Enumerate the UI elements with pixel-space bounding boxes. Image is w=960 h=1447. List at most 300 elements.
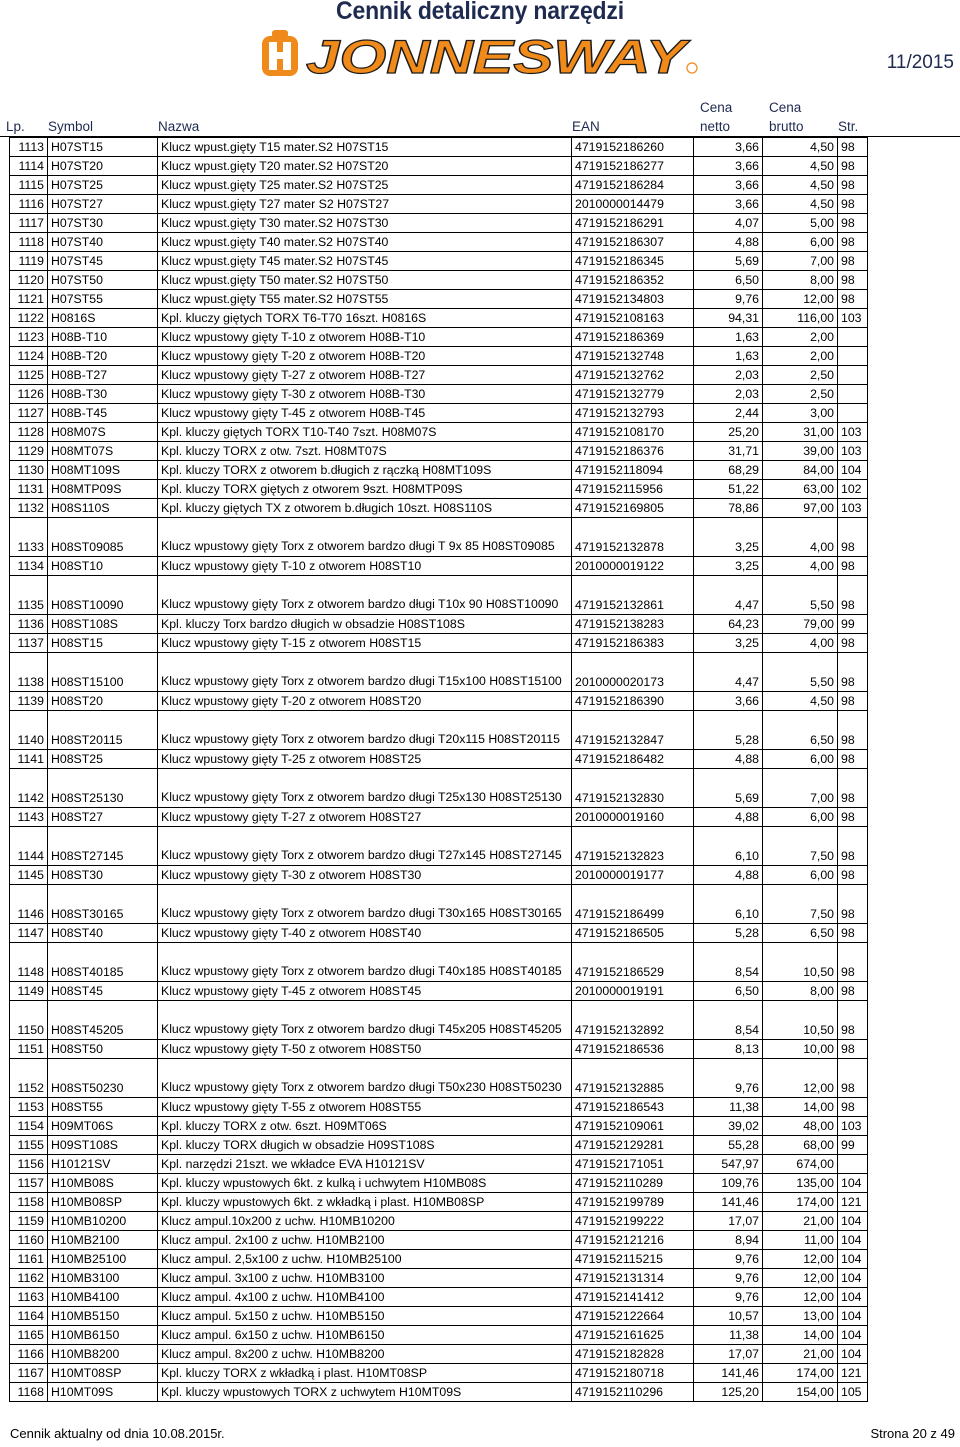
row-ean: 2010000019191 [572, 982, 694, 1001]
row-price-gross: 7,00 [763, 769, 838, 808]
row-page: 103 [838, 1117, 868, 1136]
row-price-net: 3,25 [694, 518, 763, 557]
row-name: Kpl. kluczy giętych TX z otworem b.długich 10szt. H08S110S [158, 499, 572, 518]
row-name: Klucz wpustowy gięty T-10 z otworem H08ST10 [158, 557, 572, 576]
row-name: Klucz wpustowy gięty Torx z otworem bardzo długi T10x 90 H08ST10090 [158, 576, 572, 615]
table-row [10, 827, 868, 866]
logo-wordmark: JONNESWAY [306, 30, 691, 80]
row-page [838, 385, 868, 404]
row-symbol: H08ST30 [48, 866, 158, 885]
document-title: Cennik detaliczny narzędzi [336, 0, 624, 25]
row-page: 103 [838, 442, 868, 461]
row-price-gross: 63,00 [763, 480, 838, 499]
row-symbol: H10MB25100 [48, 1250, 158, 1269]
row-page: 104 [838, 1174, 868, 1193]
row-price-net: 8,54 [694, 1001, 763, 1040]
row-ean: 4719152186291 [572, 214, 694, 233]
row-symbol: H08ST40185 [48, 943, 158, 982]
row-symbol: H08ST45205 [48, 1001, 158, 1040]
row-price-gross: 135,00 [763, 1174, 838, 1193]
row-price-net: 78,86 [694, 499, 763, 518]
row-symbol: H08B-T27 [48, 366, 158, 385]
row-price-net: 31,71 [694, 442, 763, 461]
row-lp: 1133 [10, 518, 48, 557]
row-price-gross: 7,50 [763, 885, 838, 924]
row-name: Kpl. kluczy TORX z wkładką i plast. H10MT08SP [158, 1364, 572, 1383]
row-ean: 4719152132779 [572, 385, 694, 404]
row-page: 104 [838, 1288, 868, 1307]
row-page: 104 [838, 1307, 868, 1326]
row-symbol: H0816S [48, 309, 158, 328]
row-lp: 1165 [10, 1326, 48, 1345]
table-row [10, 233, 868, 252]
row-ean: 4719152115956 [572, 480, 694, 499]
row-lp: 1122 [10, 309, 48, 328]
row-name: Klucz wpustowy gięty T-40 z otworem H08ST40 [158, 924, 572, 943]
row-price-gross: 4,50 [763, 692, 838, 711]
row-price-gross: 6,00 [763, 750, 838, 769]
row-price-gross: 174,00 [763, 1193, 838, 1212]
row-name: Klucz ampul. 3x100 z uchw. H10MB3100 [158, 1269, 572, 1288]
row-price-gross: 174,00 [763, 1364, 838, 1383]
row-price-net: 9,76 [694, 1288, 763, 1307]
table-row [10, 290, 868, 309]
row-name: Klucz ampul. 5x150 z uchw. H10MB5150 [158, 1307, 572, 1326]
row-name: Kpl. kluczy giętych TORX T6-T70 16szt. H0816S [158, 309, 572, 328]
row-price-gross: 4,50 [763, 195, 838, 214]
row-price-net: 17,07 [694, 1212, 763, 1231]
row-ean: 4719152169805 [572, 499, 694, 518]
row-lp: 1151 [10, 1040, 48, 1059]
row-page: 105 [838, 1383, 868, 1402]
col-netto-top: Cena [700, 100, 733, 115]
row-lp: 1118 [10, 233, 48, 252]
row-name: Kpl. kluczy wpustowych 6kt. z wkładką i plast. H10MB08SP [158, 1193, 572, 1212]
row-page: 104 [838, 1231, 868, 1250]
row-name: Klucz wpustowy gięty T-30 z otworem H08B-T30 [158, 385, 572, 404]
row-page: 103 [838, 309, 868, 328]
row-symbol: H09ST108S [48, 1136, 158, 1155]
row-lp: 1114 [10, 157, 48, 176]
row-symbol: H08B-T10 [48, 328, 158, 347]
table-row [10, 1364, 868, 1383]
row-ean: 4719152186390 [572, 692, 694, 711]
row-name: Kpl. kluczy wpustowych TORX z uchwytem H10MT09S [158, 1383, 572, 1402]
row-price-gross: 3,00 [763, 404, 838, 423]
table-row [10, 404, 868, 423]
row-lp: 1154 [10, 1117, 48, 1136]
row-price-net: 6,10 [694, 827, 763, 866]
row-ean: 4719152132823 [572, 827, 694, 866]
row-ean: 4719152182828 [572, 1345, 694, 1364]
row-price-net: 2,03 [694, 385, 763, 404]
table-row [10, 1250, 868, 1269]
row-symbol: H08ST27145 [48, 827, 158, 866]
row-price-gross: 2,00 [763, 347, 838, 366]
row-price-gross: 84,00 [763, 461, 838, 480]
row-ean: 4719152132861 [572, 576, 694, 615]
row-name: Klucz wpustowy gięty T-27 z otworem H08B-T27 [158, 366, 572, 385]
row-price-gross: 12,00 [763, 1059, 838, 1098]
row-page: 98 [838, 157, 868, 176]
row-symbol: H08ST30165 [48, 885, 158, 924]
table-row [10, 866, 868, 885]
row-name: Klucz wpustowy gięty Torx z otworem bardzo długi T45x205 H08ST45205 [158, 1001, 572, 1040]
row-name: Klucz wpustowy gięty T-45 z otworem H08B-T45 [158, 404, 572, 423]
row-name: Klucz ampul. 6x150 z uchw. H10MB6150 [158, 1326, 572, 1345]
row-ean: 4719152186376 [572, 442, 694, 461]
table-row [10, 576, 868, 615]
table-row [10, 750, 868, 769]
row-price-gross: 5,50 [763, 653, 838, 692]
row-symbol: H08MTP09S [48, 480, 158, 499]
row-page: 98 [838, 808, 868, 827]
row-price-gross: 48,00 [763, 1117, 838, 1136]
col-brutto-top: Cena [769, 100, 802, 115]
row-ean: 2010000019177 [572, 866, 694, 885]
row-price-gross: 6,50 [763, 924, 838, 943]
row-page: 98 [838, 885, 868, 924]
row-lp: 1123 [10, 328, 48, 347]
row-symbol: H08B-T30 [48, 385, 158, 404]
row-page [838, 404, 868, 423]
row-price-gross: 12,00 [763, 1288, 838, 1307]
row-symbol: H08ST25 [48, 750, 158, 769]
table-row [10, 138, 868, 157]
table-row [10, 808, 868, 827]
row-page: 98 [838, 176, 868, 195]
row-page: 121 [838, 1193, 868, 1212]
row-price-net: 5,69 [694, 252, 763, 271]
table-row [10, 499, 868, 518]
row-ean: 4719152115215 [572, 1250, 694, 1269]
row-ean: 4719152186529 [572, 943, 694, 982]
row-price-net: 2,44 [694, 404, 763, 423]
row-lp: 1159 [10, 1212, 48, 1231]
row-price-net: 3,66 [694, 176, 763, 195]
row-price-gross: 5,00 [763, 214, 838, 233]
row-price-net: 2,03 [694, 366, 763, 385]
row-ean: 4719152132793 [572, 404, 694, 423]
row-ean: 4719152186345 [572, 252, 694, 271]
row-ean: 4719152186536 [572, 1040, 694, 1059]
table-row [10, 442, 868, 461]
row-ean: 4719152186543 [572, 1098, 694, 1117]
row-page: 98 [838, 769, 868, 808]
row-symbol: H07ST40 [48, 233, 158, 252]
row-lp: 1129 [10, 442, 48, 461]
row-lp: 1143 [10, 808, 48, 827]
row-symbol: H08MT109S [48, 461, 158, 480]
row-price-net: 25,20 [694, 423, 763, 442]
row-name: Klucz wpust.gięty T40 mater.S2 H07ST40 [158, 233, 572, 252]
row-symbol: H10MB8200 [48, 1345, 158, 1364]
row-lp: 1126 [10, 385, 48, 404]
row-price-net: 6,50 [694, 982, 763, 1001]
row-page: 102 [838, 480, 868, 499]
row-page: 103 [838, 499, 868, 518]
table-row [10, 1288, 868, 1307]
row-price-gross: 7,50 [763, 827, 838, 866]
row-price-net: 8,13 [694, 1040, 763, 1059]
row-lp: 1148 [10, 943, 48, 982]
table-row [10, 1212, 868, 1231]
row-name: Klucz wpustowy gięty T-30 z otworem H08ST30 [158, 866, 572, 885]
row-ean: 4719152161625 [572, 1326, 694, 1345]
row-symbol: H10MB5150 [48, 1307, 158, 1326]
row-ean: 4719152141412 [572, 1288, 694, 1307]
row-symbol: H08ST27 [48, 808, 158, 827]
row-name: Kpl. kluczy TORX długich w obsadzie H09ST108S [158, 1136, 572, 1155]
row-page: 98 [838, 692, 868, 711]
page-footer [10, 1426, 955, 1441]
row-symbol: H07ST25 [48, 176, 158, 195]
row-ean: 4719152199789 [572, 1193, 694, 1212]
row-symbol: H10MT09S [48, 1383, 158, 1402]
row-lp: 1149 [10, 982, 48, 1001]
row-price-gross: 8,00 [763, 271, 838, 290]
row-symbol: H08ST108S [48, 615, 158, 634]
row-symbol: H08ST20 [48, 692, 158, 711]
row-price-gross: 4,50 [763, 176, 838, 195]
col-str: Str. [838, 119, 859, 134]
row-price-gross: 5,50 [763, 576, 838, 615]
row-lp: 1145 [10, 866, 48, 885]
row-page: 98 [838, 711, 868, 750]
row-page: 98 [838, 1059, 868, 1098]
row-name: Klucz wpustowy gięty T-55 z otworem H08ST55 [158, 1098, 572, 1117]
row-name: Klucz wpust.gięty T20 mater.S2 H07ST20 [158, 157, 572, 176]
table-row [10, 1059, 868, 1098]
row-price-net: 94,31 [694, 309, 763, 328]
row-page: 98 [838, 557, 868, 576]
row-lp: 1156 [10, 1155, 48, 1174]
table-row [10, 214, 868, 233]
table-row [10, 982, 868, 1001]
table-row [10, 1193, 868, 1212]
row-ean: 4719152132892 [572, 1001, 694, 1040]
row-symbol: H08ST40 [48, 924, 158, 943]
row-page: 98 [838, 943, 868, 982]
row-price-net: 3,25 [694, 634, 763, 653]
row-lp: 1115 [10, 176, 48, 195]
row-lp: 1141 [10, 750, 48, 769]
row-page: 99 [838, 615, 868, 634]
row-lp: 1121 [10, 290, 48, 309]
row-name: Klucz wpustowy gięty T-45 z otworem H08ST45 [158, 982, 572, 1001]
row-ean: 4719152186284 [572, 176, 694, 195]
table-row [10, 157, 868, 176]
row-symbol: H08M07S [48, 423, 158, 442]
table-row [10, 1098, 868, 1117]
row-symbol: H07ST55 [48, 290, 158, 309]
row-ean: 2010000019122 [572, 557, 694, 576]
row-price-gross: 4,00 [763, 557, 838, 576]
row-symbol: H09MT06S [48, 1117, 158, 1136]
row-ean: 4719152110296 [572, 1383, 694, 1402]
col-symbol: Symbol [48, 119, 94, 134]
row-symbol: H07ST27 [48, 195, 158, 214]
row-lp: 1160 [10, 1231, 48, 1250]
row-name: Klucz wpustowy gięty Torx z otworem bardzo długi T 9x 85 H08ST09085 [158, 518, 572, 557]
row-page: 104 [838, 1345, 868, 1364]
row-price-gross: 6,00 [763, 866, 838, 885]
row-page: 104 [838, 1250, 868, 1269]
table-row [10, 885, 868, 924]
row-price-net: 4,07 [694, 214, 763, 233]
row-symbol: H08MT07S [48, 442, 158, 461]
row-ean: 4719152132748 [572, 347, 694, 366]
col-brutto: brutto [769, 119, 804, 134]
row-price-gross: 2,00 [763, 328, 838, 347]
row-name: Klucz wpust.gięty T15 mater.S2 H07ST15 [158, 138, 572, 157]
row-page: 98 [838, 214, 868, 233]
row-symbol: H07ST45 [48, 252, 158, 271]
row-name: Klucz wpustowy gięty Torx z otworem bardzo długi T15x100 H08ST15100 [158, 653, 572, 692]
row-symbol: H10MB10200 [48, 1212, 158, 1231]
row-ean: 4719152108170 [572, 423, 694, 442]
col-nazwa: Nazwa [158, 119, 200, 134]
row-price-gross: 2,50 [763, 366, 838, 385]
row-price-net: 9,76 [694, 1269, 763, 1288]
row-lp: 1157 [10, 1174, 48, 1193]
table-row [10, 1040, 868, 1059]
row-page: 98 [838, 750, 868, 769]
row-lp: 1163 [10, 1288, 48, 1307]
row-price-gross: 4,00 [763, 518, 838, 557]
row-symbol: H08ST50230 [48, 1059, 158, 1098]
table-row [10, 943, 868, 982]
table-row [10, 1001, 868, 1040]
row-name: Klucz wpustowy gięty T-20 z otworem H08B-T20 [158, 347, 572, 366]
row-price-net: 10,57 [694, 1307, 763, 1326]
row-price-net: 5,69 [694, 769, 763, 808]
row-ean: 4719152186277 [572, 157, 694, 176]
row-name: Klucz wpustowy gięty T-15 z otworem H08ST15 [158, 634, 572, 653]
row-price-net: 3,66 [694, 138, 763, 157]
row-lp: 1168 [10, 1383, 48, 1402]
row-price-gross: 12,00 [763, 1250, 838, 1269]
table-row [10, 480, 868, 499]
row-lp: 1152 [10, 1059, 48, 1098]
row-symbol: H08ST10090 [48, 576, 158, 615]
row-page: 121 [838, 1364, 868, 1383]
row-price-net: 1,63 [694, 328, 763, 347]
issue-date: 11/2015 [886, 52, 954, 73]
row-name: Klucz ampul. 2,5x100 z uchw. H10MB25100 [158, 1250, 572, 1269]
row-page: 98 [838, 233, 868, 252]
row-name: Klucz wpustowy gięty Torx z otworem bardzo długi T25x130 H08ST25130 [158, 769, 572, 808]
row-lp: 1117 [10, 214, 48, 233]
row-name: Kpl. kluczy wpustowych 6kt. z kulką i uchwytem H10MB08S [158, 1174, 572, 1193]
row-price-net: 5,28 [694, 711, 763, 750]
row-symbol: H10MB3100 [48, 1269, 158, 1288]
table-row [10, 1269, 868, 1288]
table-row [10, 385, 868, 404]
table-row [10, 1117, 868, 1136]
table-row [10, 423, 868, 442]
row-page: 98 [838, 634, 868, 653]
row-page: 104 [838, 461, 868, 480]
row-ean: 4719152122664 [572, 1307, 694, 1326]
row-lp: 1138 [10, 653, 48, 692]
row-page: 98 [838, 252, 868, 271]
row-lp: 1150 [10, 1001, 48, 1040]
row-lp: 1135 [10, 576, 48, 615]
row-symbol: H08ST50 [48, 1040, 158, 1059]
row-lp: 1164 [10, 1307, 48, 1326]
row-symbol: H08B-T45 [48, 404, 158, 423]
row-lp: 1142 [10, 769, 48, 808]
row-price-net: 5,28 [694, 924, 763, 943]
table-row [10, 328, 868, 347]
table-row [10, 518, 868, 557]
row-price-gross: 10,50 [763, 943, 838, 982]
table-row [10, 1155, 868, 1174]
table-row [10, 1231, 868, 1250]
row-symbol: H08ST15100 [48, 653, 158, 692]
row-page: 98 [838, 924, 868, 943]
row-page: 98 [838, 576, 868, 615]
row-lp: 1166 [10, 1345, 48, 1364]
row-symbol: H08B-T20 [48, 347, 158, 366]
row-name: Klucz ampul. 2x100 z uchw. H10MB2100 [158, 1231, 572, 1250]
col-lp: Lp. [6, 119, 25, 134]
row-price-net: 39,02 [694, 1117, 763, 1136]
table-row [10, 1307, 868, 1326]
row-lp: 1127 [10, 404, 48, 423]
row-price-gross: 79,00 [763, 615, 838, 634]
table-row [10, 252, 868, 271]
row-price-gross: 6,00 [763, 808, 838, 827]
row-price-net: 55,28 [694, 1136, 763, 1155]
row-ean: 4719152118094 [572, 461, 694, 480]
table-row [10, 615, 868, 634]
footer-valid-from: Cennik aktualny od dnia 10.08.2015r. [10, 1426, 225, 1441]
row-price-net: 547,97 [694, 1155, 763, 1174]
row-name: Kpl. kluczy giętych TORX T10-T40 7szt. H08M07S [158, 423, 572, 442]
row-price-net: 11,38 [694, 1326, 763, 1345]
row-page: 98 [838, 866, 868, 885]
row-name: Klucz wpustowy gięty T-50 z otworem H08ST50 [158, 1040, 572, 1059]
row-page: 98 [838, 518, 868, 557]
row-name: Klucz wpust.gięty T50 mater.S2 H07ST50 [158, 271, 572, 290]
row-name: Kpl. kluczy TORX giętych z otworem 9szt. H08MTP09S [158, 480, 572, 499]
row-name: Klucz ampul. 8x200 z uchw. H10MB8200 [158, 1345, 572, 1364]
row-price-gross: 14,00 [763, 1098, 838, 1117]
row-symbol: H08S110S [48, 499, 158, 518]
row-price-gross: 68,00 [763, 1136, 838, 1155]
row-ean: 4719152186505 [572, 924, 694, 943]
row-lp: 1139 [10, 692, 48, 711]
row-page [838, 1155, 868, 1174]
row-name: Kpl. kluczy TORX z otworem b.długich z rączką H08MT109S [158, 461, 572, 480]
row-page: 98 [838, 1001, 868, 1040]
row-price-gross: 14,00 [763, 1326, 838, 1345]
row-page: 104 [838, 1212, 868, 1231]
row-name: Klucz wpustowy gięty T-20 z otworem H08ST20 [158, 692, 572, 711]
row-name: Klucz wpustowy gięty Torx z otworem bardzo długi T20x115 H08ST20115 [158, 711, 572, 750]
row-name: Klucz wpust.gięty T25 mater.S2 H07ST25 [158, 176, 572, 195]
row-lp: 1144 [10, 827, 48, 866]
row-price-gross: 21,00 [763, 1212, 838, 1231]
row-symbol: H10MB4100 [48, 1288, 158, 1307]
row-ean: 4719152132885 [572, 1059, 694, 1098]
row-lp: 1161 [10, 1250, 48, 1269]
row-price-gross: 6,00 [763, 233, 838, 252]
row-price-gross: 4,00 [763, 634, 838, 653]
table-row [10, 1383, 868, 1402]
